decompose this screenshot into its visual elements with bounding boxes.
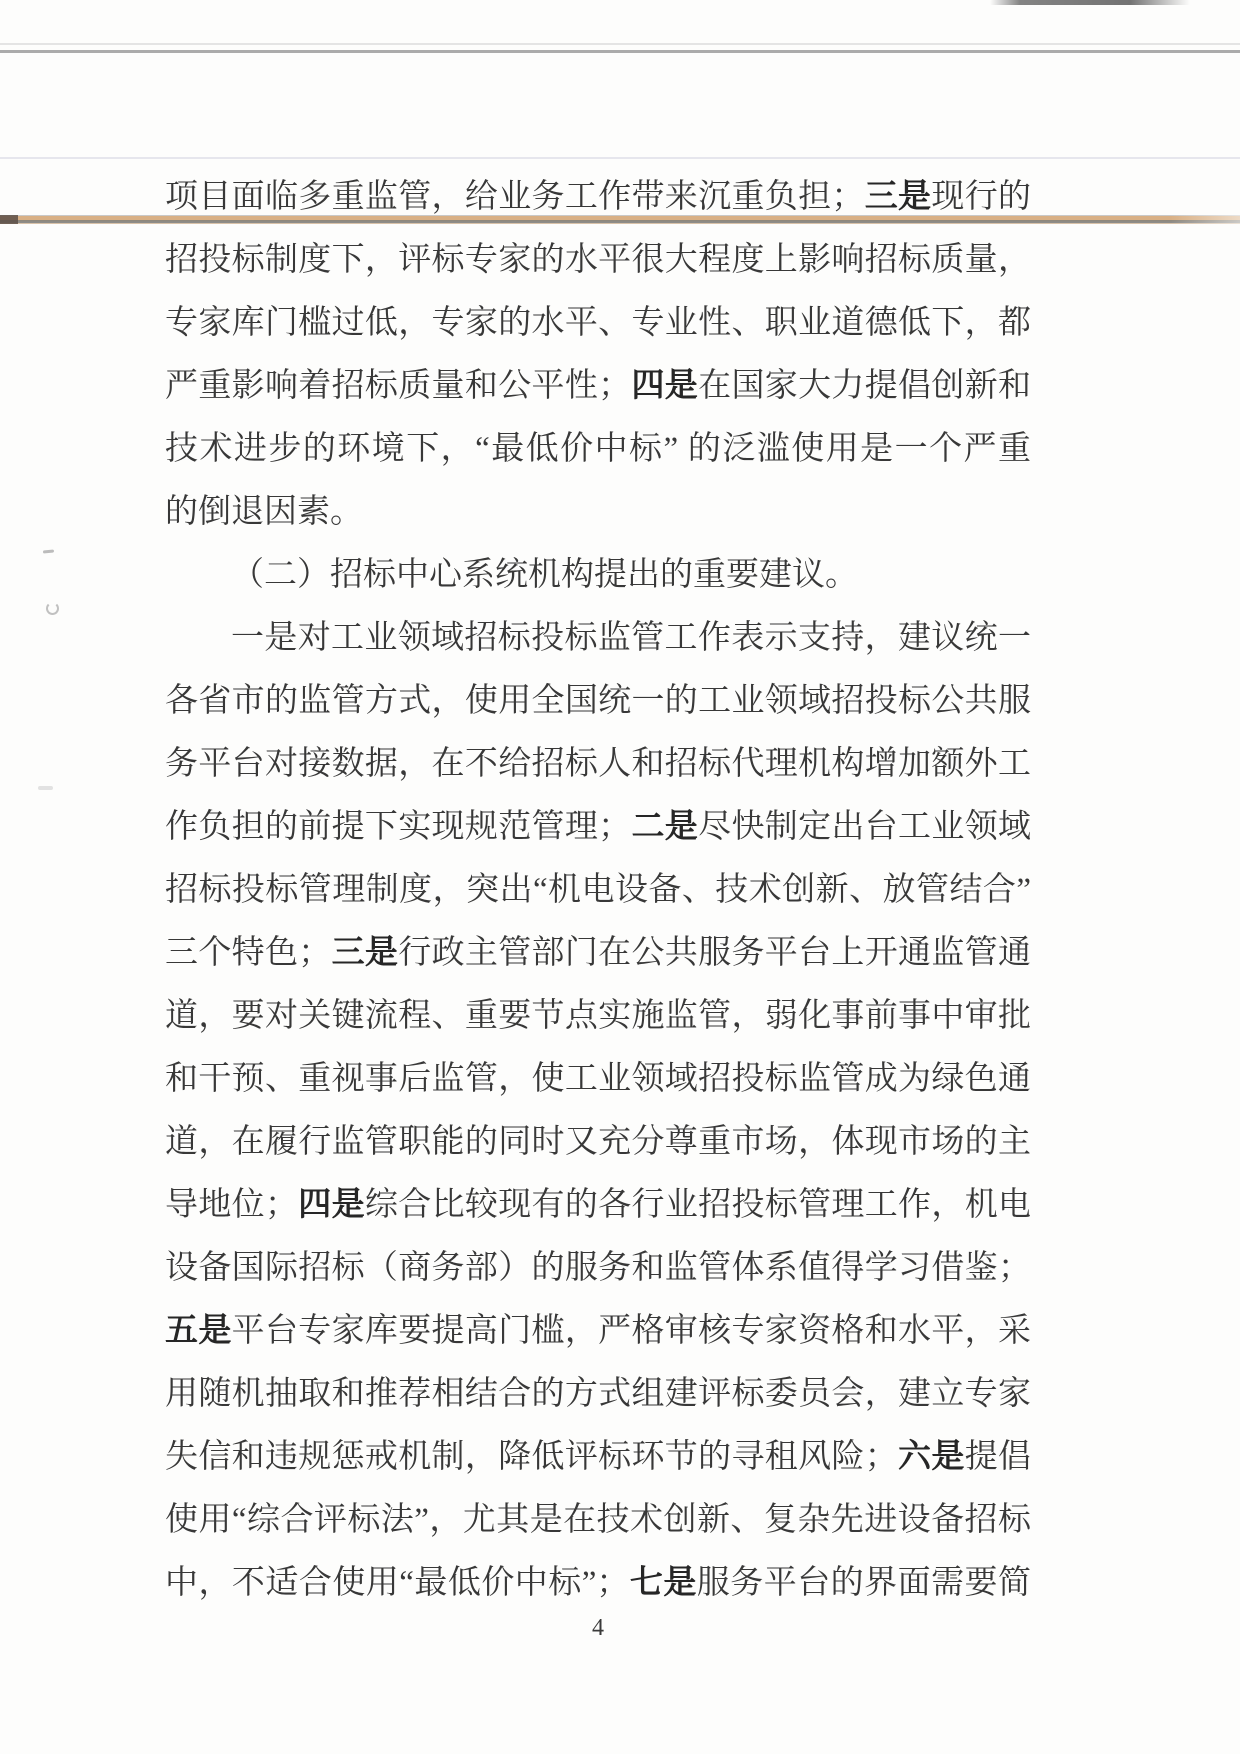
scan-artifact-top-right-line (990, 0, 1190, 5)
text-line: 设备国际招标（商务部）的服务和监管体系值得学习借鉴； (165, 1250, 1031, 1286)
text-line: 导地位；四是综合比较现有的各行业招投标管理工作，机电 (165, 1187, 1031, 1223)
text-line: （二）招标中心系统机构提出的重要建议。 (231, 557, 858, 593)
text-line: 三个特色；三是行政主管部门在公共服务平台上开通监管通 (165, 935, 1031, 971)
text-line: 项目面临多重监管，给业务工作带来沉重负担；三是现行的 (165, 179, 1031, 215)
text-line: 招标投标管理制度，突出“机电设备、技术创新、放管结合” (165, 872, 1031, 908)
scan-speck (46, 602, 59, 615)
separator-band-left-cap (0, 215, 18, 224)
scan-rule-faint (0, 157, 1240, 159)
text-line: 中，不适合使用“最低价中标”；七是服务平台的界面需要简 (165, 1565, 1031, 1601)
page-number: 4 (592, 1615, 604, 1641)
scan-speck (43, 549, 54, 553)
scan-speck (38, 786, 53, 790)
text-line: 五是平台专家库要提高门槛，严格审核专家资格和水平，采 (165, 1313, 1031, 1349)
scan-rule-grey (0, 50, 1240, 53)
text-line: 用随机抽取和推荐相结合的方式组建评标委员会，建立专家 (165, 1376, 1031, 1412)
text-line: 失信和违规惩戒机制，降低评标环节的寻租风险；六是提倡 (165, 1439, 1031, 1475)
text-line: 道，在履行监管职能的同时又充分尊重市场，体现市场的主 (165, 1124, 1031, 1160)
text-line: 的倒退因素。 (165, 494, 363, 530)
scan-rule-light (0, 43, 1240, 45)
text-line: 各省市的监管方式，使用全国统一的工业领域招投标公共服 (165, 683, 1031, 719)
text-line: 和干预、重视事后监管，使工业领域招投标监管成为绿色通 (165, 1061, 1031, 1097)
text-line: 招投标制度下，评标专家的水平很大程度上影响招标质量， (165, 242, 1031, 278)
text-line: 一是对工业领域招标投标监管工作表示支持，建议统一 (231, 620, 1031, 656)
text-line: 严重影响着招标质量和公平性；四是在国家大力提倡创新和 (165, 368, 1031, 404)
text-line: 道，要对关键流程、重要节点实施监管，弱化事前事中审批 (165, 998, 1031, 1034)
document-body (165, 166, 1031, 1615)
text-line: 专家库门槛过低，专家的水平、专业性、职业道德低下，都 (165, 305, 1031, 341)
text-line: 技术进步的环境下，“最低价中标” 的泛滥使用是一个严重 (165, 431, 1031, 467)
text-line: 务平台对接数据，在不给招标人和招标代理机构增加额外工 (165, 746, 1031, 782)
text-line: 使用“综合评标法”，尤其是在技术创新、复杂先进设备招标 (165, 1502, 1031, 1538)
text-line: 作负担的前提下实现规范管理；二是尽快制定出台工业领域 (165, 809, 1031, 845)
